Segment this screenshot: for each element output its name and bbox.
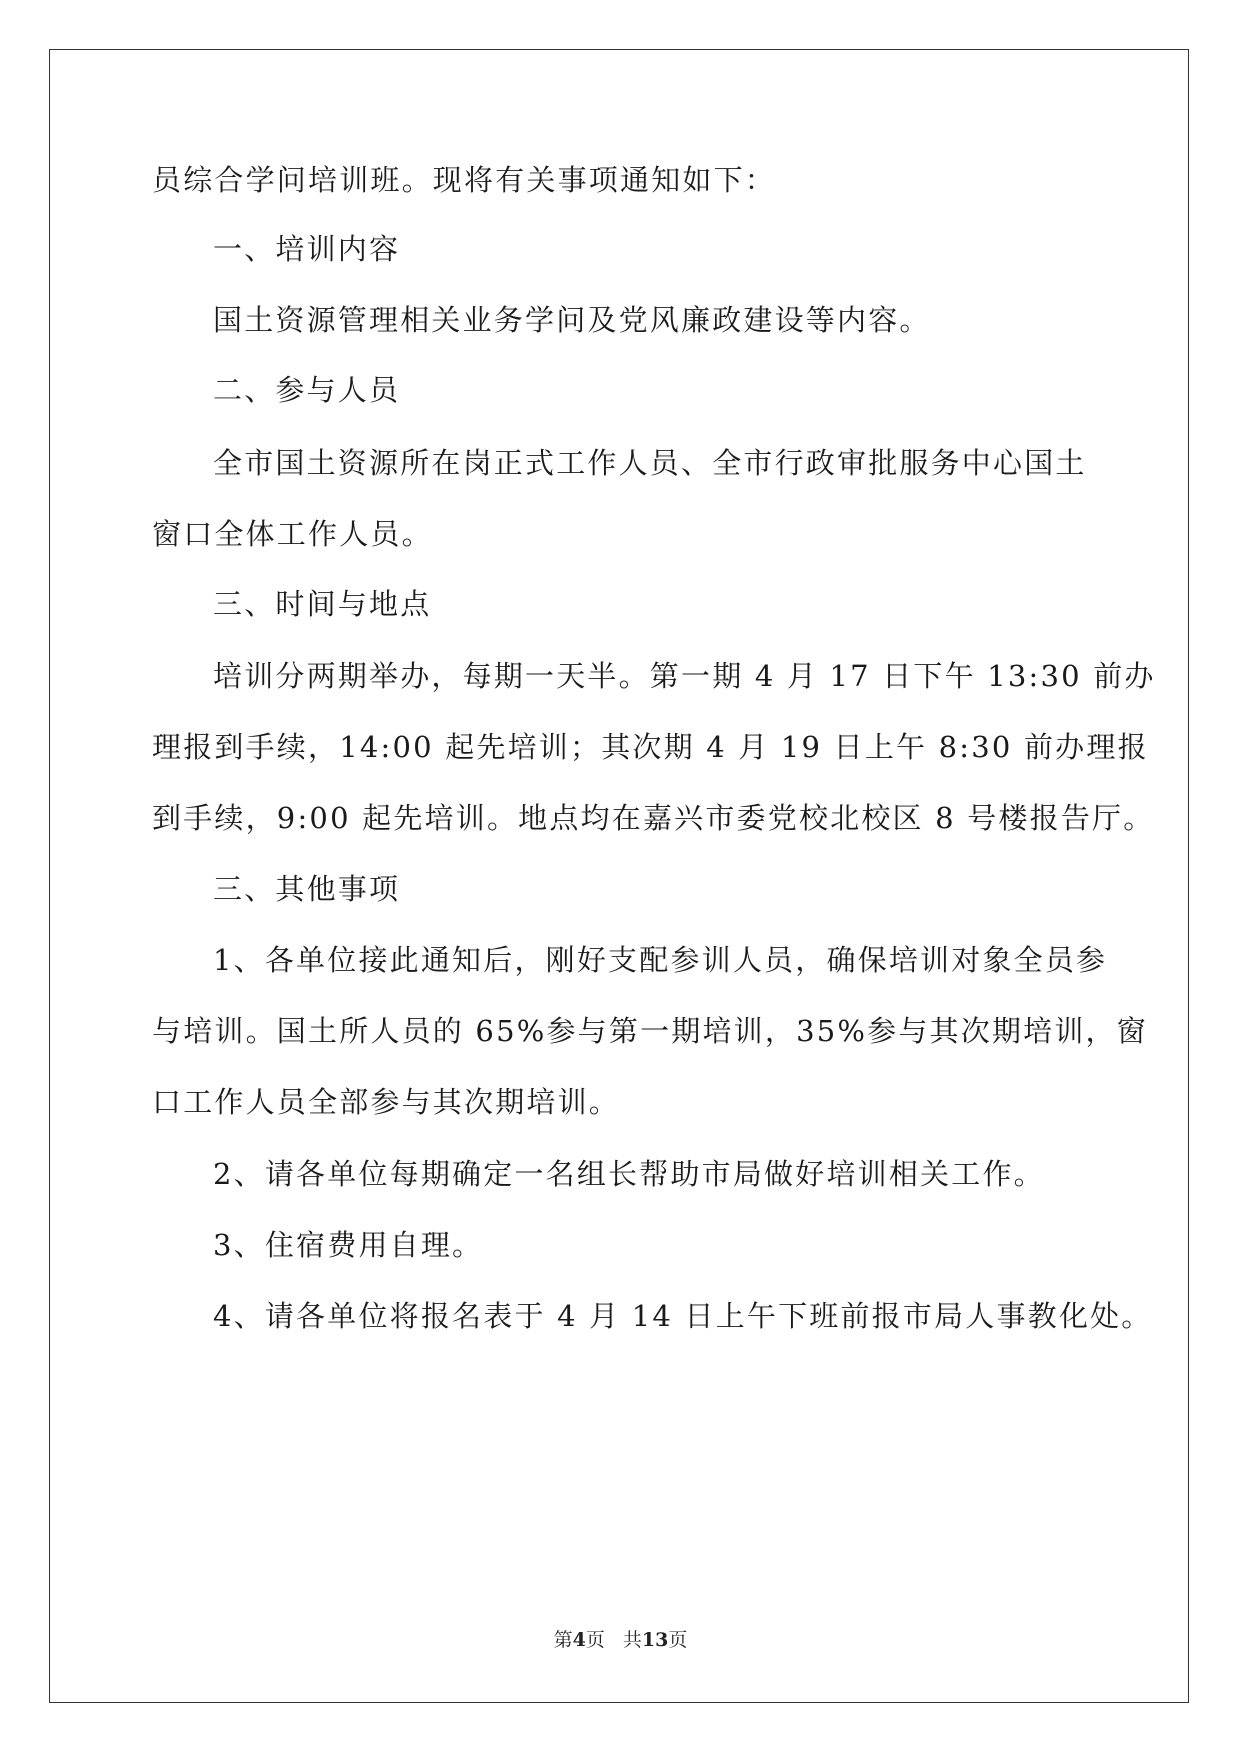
- paragraph-line: 培训分两期举办，每期一天半。第一期 4 月 17 日下午 13:30 前办: [213, 659, 1156, 693]
- paragraph-line: 国土资源管理相关业务学问及党风廉政建设等内容。: [213, 303, 931, 337]
- section-heading-participants: 二、参与人员: [213, 373, 401, 407]
- current-page-number: 4: [572, 1629, 586, 1651]
- section-heading-other: 三、其他事项: [213, 872, 401, 906]
- section-heading-time-place: 三、时间与地点: [213, 587, 432, 621]
- section-heading-content: 一、培训内容: [213, 232, 401, 266]
- paragraph-line: 与培训。国土所人员的 65%参与第一期培训，35%参与其次期培训，窗: [152, 1014, 1148, 1048]
- list-item-4: 4、请各单位将报名表于 4 月 14 日上午下班前报市局人事教化处。: [213, 1299, 1153, 1333]
- list-item-1: 1、各单位接此通知后，刚好支配参训人员，确保培训对象全员参: [213, 943, 1108, 977]
- list-item-3: 3、住宿费用自理。: [213, 1228, 484, 1262]
- paragraph-line: 理报到手续，14:00 起先培训；其次期 4 月 19 日上午 8:30 前办理报: [152, 730, 1149, 764]
- paragraph-line: 窗口全体工作人员。: [152, 517, 433, 551]
- paragraph-line: 口工作人员全部参与其次期培训。: [152, 1085, 621, 1119]
- footer-page-suffix: 页: [585, 1629, 605, 1651]
- list-item-2: 2、请各单位每期确定一名组长帮助市局做好培训相关工作。: [213, 1157, 1045, 1191]
- footer-total-suffix: 页: [668, 1629, 688, 1651]
- paragraph-line: 员综合学问培训班。现将有关事项通知如下：: [152, 163, 777, 197]
- page-footer: [0, 1628, 1241, 1652]
- paragraph-line: 全市国土资源所在岗正式工作人员、全市行政审批服务中心国土: [213, 446, 1087, 480]
- paragraph-line: 到手续，9:00 起先培训。地点均在嘉兴市委党校北校区 8 号楼报告厅。: [152, 801, 1155, 835]
- footer-total-prefix: 共: [622, 1629, 642, 1651]
- total-pages-number: 13: [641, 1629, 669, 1651]
- footer-prefix: 第: [553, 1629, 573, 1651]
